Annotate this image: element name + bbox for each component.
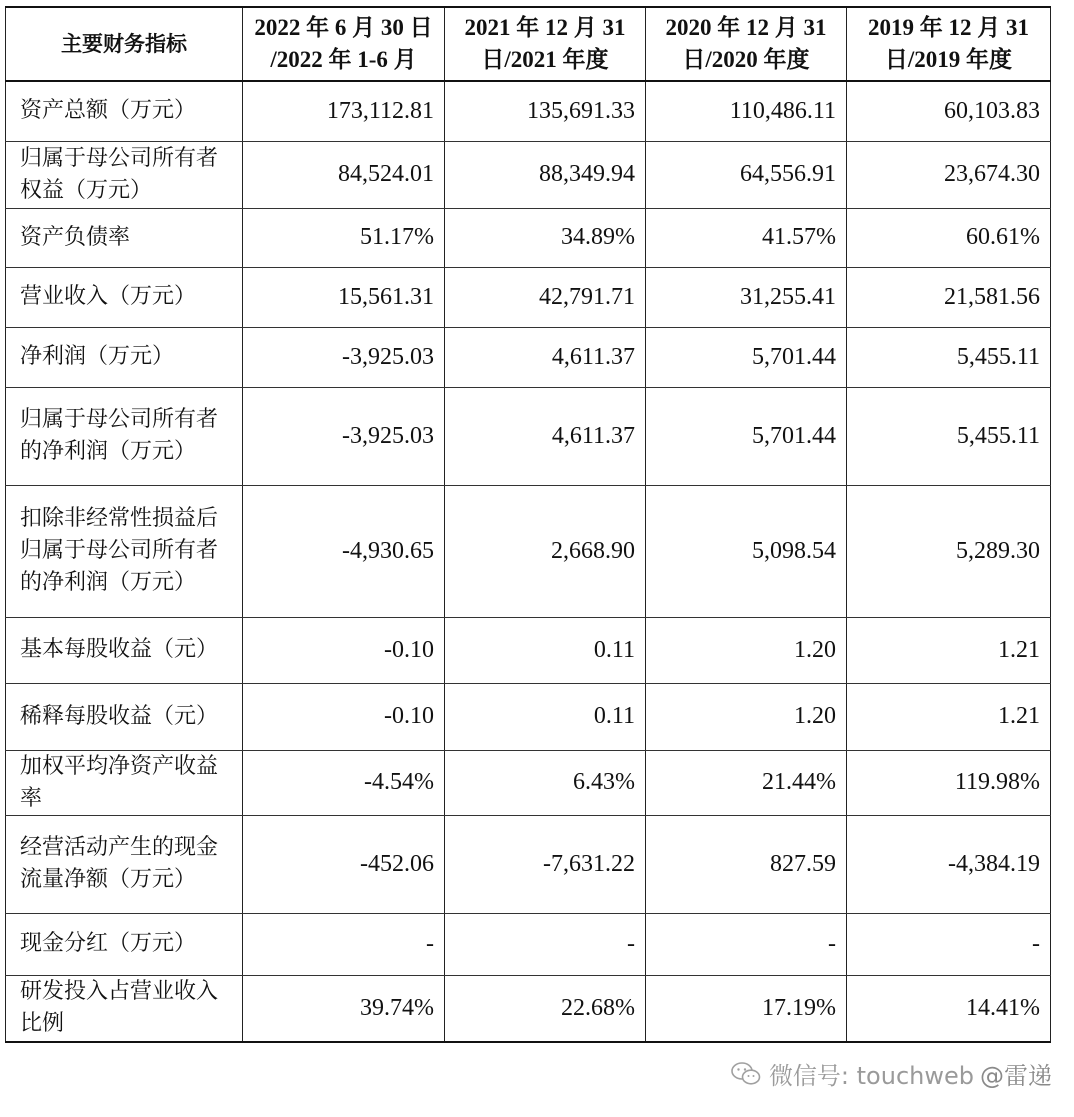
cell-value: -3,925.03 xyxy=(243,387,445,485)
cell-value: 21,581.56 xyxy=(847,267,1051,327)
cell-value: - xyxy=(445,913,646,975)
row-label: 研发投入占营业收入比例 xyxy=(6,975,243,1042)
row-label: 净利润（万元） xyxy=(6,327,243,387)
cell-value: 17.19% xyxy=(646,975,847,1042)
header-line: /2022 年 1-6 月 xyxy=(270,47,417,72)
cell-value: 5,701.44 xyxy=(646,327,847,387)
cell-value: 827.59 xyxy=(646,815,847,913)
cell-value: -7,631.22 xyxy=(445,815,646,913)
cell-value: 14.41% xyxy=(847,975,1051,1042)
cell-value: 88,349.94 xyxy=(445,141,646,208)
cell-value: 60.61% xyxy=(847,208,1051,267)
row-label: 资产负债率 xyxy=(6,208,243,267)
cell-value: 110,486.11 xyxy=(646,81,847,141)
watermark-overlay: @雷递 xyxy=(980,1062,1052,1090)
header-line: 2020 年 12 月 31 xyxy=(665,15,827,40)
row-label: 归属于母公司所有者权益（万元） xyxy=(6,141,243,208)
cell-value: -4.54% xyxy=(243,750,445,815)
cell-value: 1.21 xyxy=(847,683,1051,750)
financial-table-container xyxy=(5,6,1050,1043)
table-row xyxy=(6,750,1051,815)
cell-value: 6.43% xyxy=(445,750,646,815)
cell-value: 135,691.33 xyxy=(445,81,646,141)
header-line: 日/2019 年度 xyxy=(884,47,1013,72)
cell-value: -4,930.65 xyxy=(243,485,445,617)
table-row xyxy=(6,683,1051,750)
cell-value: 4,611.37 xyxy=(445,387,646,485)
cell-value: - xyxy=(646,913,847,975)
cell-value: 1.20 xyxy=(646,617,847,683)
cell-value: -4,384.19 xyxy=(847,815,1051,913)
cell-value: 0.11 xyxy=(445,617,646,683)
table-row xyxy=(6,913,1051,975)
cell-value: - xyxy=(243,913,445,975)
cell-value: -0.10 xyxy=(243,683,445,750)
row-label: 基本每股收益（元） xyxy=(6,617,243,683)
table-row xyxy=(6,617,1051,683)
row-label: 营业收入（万元） xyxy=(6,267,243,327)
cell-value: 23,674.30 xyxy=(847,141,1051,208)
table-row xyxy=(6,975,1051,1042)
table-row xyxy=(6,267,1051,327)
cell-value: 60,103.83 xyxy=(847,81,1051,141)
cell-value: 5,098.54 xyxy=(646,485,847,617)
row-label: 扣除非经常性损益后归属于母公司所有者的净利润（万元） xyxy=(6,485,243,617)
watermark-text: 微信号: touchweb xyxy=(768,1062,974,1090)
cell-value: 34.89% xyxy=(445,208,646,267)
row-label: 现金分红（万元） xyxy=(6,913,243,975)
table-body xyxy=(6,81,1051,1042)
table-header-row xyxy=(6,7,1051,81)
cell-value: 119.98% xyxy=(847,750,1051,815)
header-2020 xyxy=(646,7,847,81)
header-line: 2021 年 12 月 31 xyxy=(464,15,626,40)
cell-value: -452.06 xyxy=(243,815,445,913)
table-row xyxy=(6,387,1051,485)
cell-value: 5,701.44 xyxy=(646,387,847,485)
wechat-watermark xyxy=(731,1056,1052,1091)
row-label: 经营活动产生的现金流量净额（万元） xyxy=(6,815,243,913)
wechat-icon xyxy=(731,1061,761,1087)
cell-value: 5,289.30 xyxy=(847,485,1051,617)
header-line: 2019 年 12 月 31 xyxy=(868,15,1029,40)
row-label: 加权平均净资产收益率 xyxy=(6,750,243,815)
cell-value: 5,455.11 xyxy=(847,327,1051,387)
table-row xyxy=(6,327,1051,387)
header-2021 xyxy=(445,7,646,81)
cell-value: 39.74% xyxy=(243,975,445,1042)
row-label: 归属于母公司所有者的净利润（万元） xyxy=(6,387,243,485)
cell-value: 5,455.11 xyxy=(847,387,1051,485)
cell-value: 2,668.90 xyxy=(445,485,646,617)
table-row xyxy=(6,485,1051,617)
header-2022h1 xyxy=(243,7,445,81)
cell-value: 64,556.91 xyxy=(646,141,847,208)
cell-value: 173,112.81 xyxy=(243,81,445,141)
header-indicator xyxy=(6,7,243,81)
cell-value: - xyxy=(847,913,1051,975)
header-2019 xyxy=(847,7,1051,81)
cell-value: 22.68% xyxy=(445,975,646,1042)
header-line: 2022 年 6 月 30 日 xyxy=(254,15,433,40)
cell-value: 1.20 xyxy=(646,683,847,750)
cell-value: 51.17% xyxy=(243,208,445,267)
cell-value: 1.21 xyxy=(847,617,1051,683)
cell-value: 0.11 xyxy=(445,683,646,750)
cell-value: 4,611.37 xyxy=(445,327,646,387)
header-line: 日/2021 年度 xyxy=(481,47,609,72)
header-line: 日/2020 年度 xyxy=(682,47,810,72)
table-row xyxy=(6,208,1051,267)
cell-value: 84,524.01 xyxy=(243,141,445,208)
cell-value: 41.57% xyxy=(646,208,847,267)
cell-value: 31,255.41 xyxy=(646,267,847,327)
table-row xyxy=(6,141,1051,208)
row-label: 资产总额（万元） xyxy=(6,81,243,141)
financial-indicators-table xyxy=(5,6,1051,1043)
table-row xyxy=(6,81,1051,141)
cell-value: 21.44% xyxy=(646,750,847,815)
cell-value: -0.10 xyxy=(243,617,445,683)
row-label: 稀释每股收益（元） xyxy=(6,683,243,750)
table-row xyxy=(6,815,1051,913)
cell-value: 15,561.31 xyxy=(243,267,445,327)
cell-value: -3,925.03 xyxy=(243,327,445,387)
cell-value: 42,791.71 xyxy=(445,267,646,327)
header-line: 主要财务指标 xyxy=(61,32,187,56)
